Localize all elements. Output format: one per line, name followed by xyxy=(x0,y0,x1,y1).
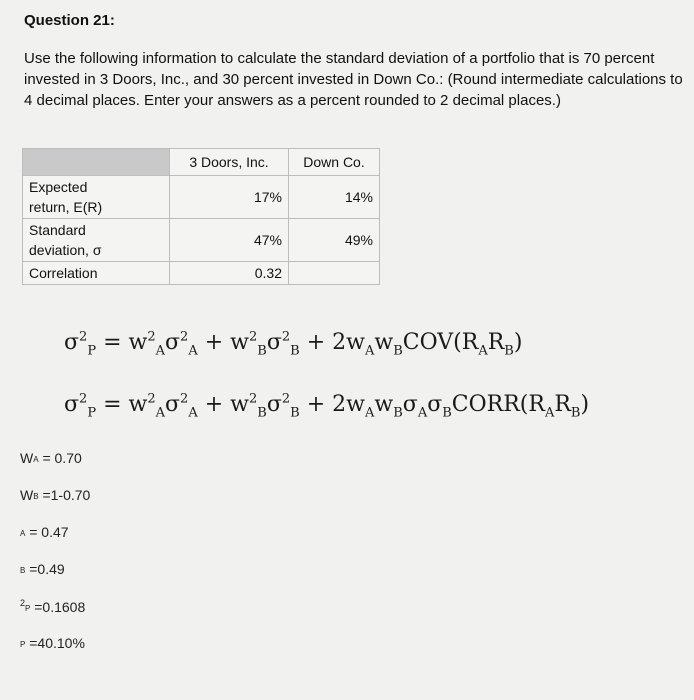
row-label-expected-return: Expected return, E(R) xyxy=(23,176,170,219)
cell-correlation: 0.32 xyxy=(170,262,289,285)
row-label-correlation: Correlation xyxy=(23,262,170,285)
table-corner xyxy=(23,149,170,176)
table-row xyxy=(23,176,380,219)
cell-3-doors-return: 17% xyxy=(170,176,289,219)
answer-sigma-a: A = 0.47 xyxy=(20,524,69,540)
answer-portfolio-std-dev: P =40.10% xyxy=(20,635,85,651)
formula-correlation: $\sigma^2_P = w^2_A\sigma^2_A + w^2_B\sigma^2_B$ + $2w_Aw_B\sigma_A\sigma_BCORR(R_AR_B)$ xyxy=(64,391,590,421)
answer-weight-a: WA = 0.70 xyxy=(20,450,82,466)
formula-covariance: $\sigma^2_P = w^2_A\sigma^2_A + w^2_B\sigma^2_B + 2w_Aw_BCOV(R_AR_B)$ xyxy=(64,329,523,359)
cell-3-doors-std: 47% xyxy=(170,219,289,262)
answer-weight-b: WB =1-0.70 xyxy=(20,487,91,503)
table-row xyxy=(23,262,380,285)
row-label-std-dev: Standard deviation, σ xyxy=(23,219,170,262)
cell-down-co-std: 49% xyxy=(289,219,380,262)
table-header-row xyxy=(23,149,380,176)
header-3-doors: 3 Doors, Inc. xyxy=(170,149,289,176)
header-down-co: Down Co. xyxy=(289,149,380,176)
answer-portfolio-variance: $^2$P =0.1608 xyxy=(20,598,86,615)
question-text: Use the following information to calculate the standard deviation of a portfolio that is 70 percent invested in 3 Doors, Inc., and 30 percent invested in Down Co.: (Round intermediate calculations to 4 decimal places. Enter your answers as a percent rounded to 2 decimal places.) xyxy=(24,50,683,109)
data-table xyxy=(22,148,380,285)
answer-sigma-b: B =0.49 xyxy=(20,561,65,577)
table-row xyxy=(23,219,380,262)
cell-down-co-return: 14% xyxy=(289,176,380,219)
question-title: Question 21: xyxy=(24,12,115,29)
cell-empty xyxy=(289,262,380,285)
